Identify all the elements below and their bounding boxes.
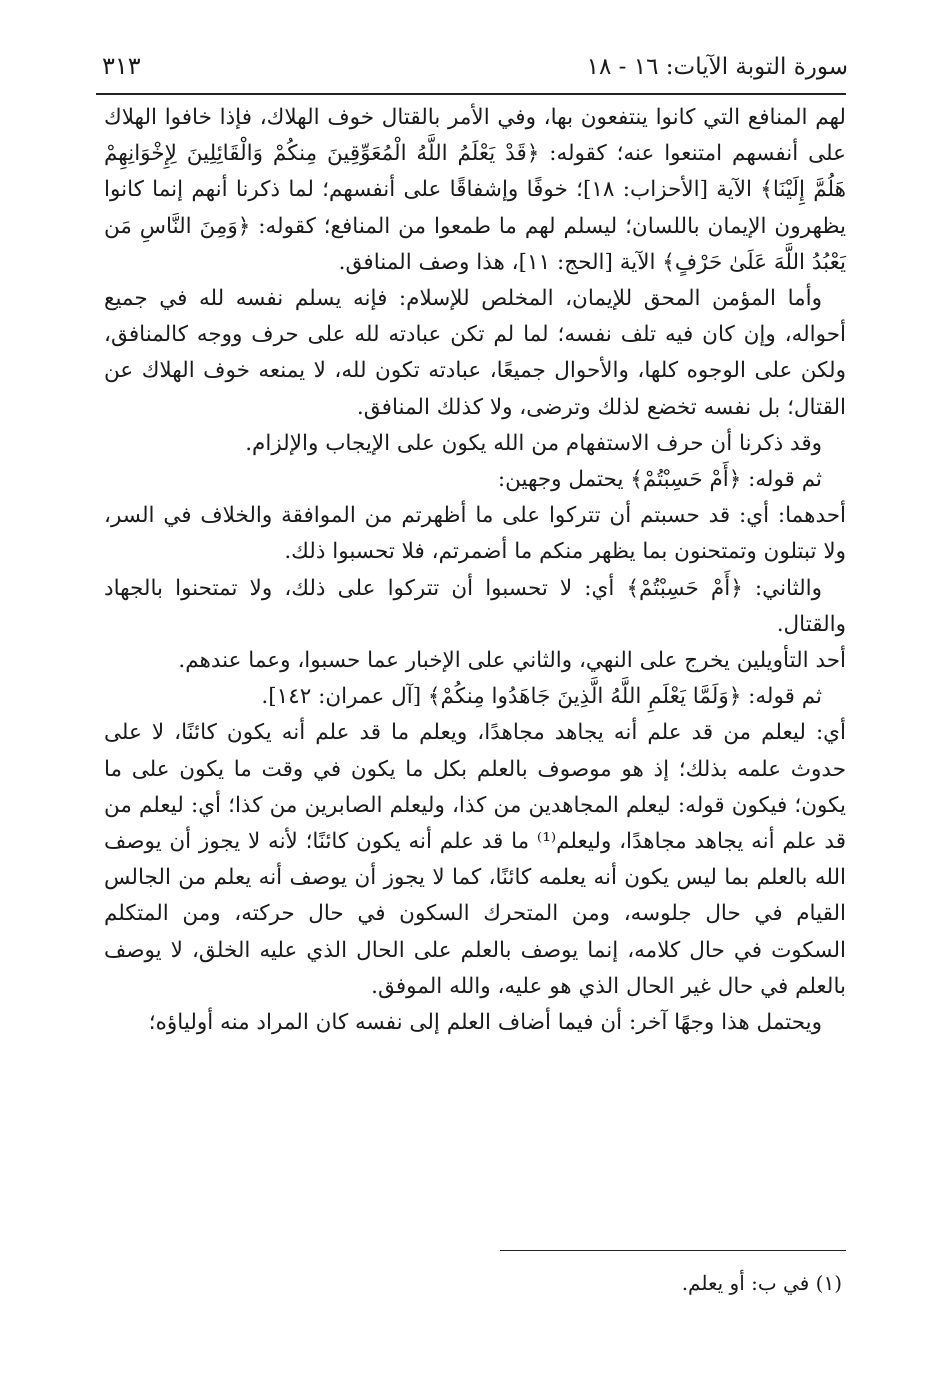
footnote-divider [500, 1250, 846, 1251]
paragraph-3: وقد ذكرنا أن حرف الاستفهام من الله يكون على الإيجاب والإلزام. [245, 430, 822, 456]
page-header [96, 44, 848, 88]
running-title: سورة التوبة الآيات: ١٦ - ١٨ [586, 54, 848, 80]
paragraph-9: أي: ليعلم من قد علم أنه يجاهد مجاهدًا، ويعلم ما قد علم أنه يكون كائنًا، لا على حدوث علمه بذلك؛ إذ هو موصوف بالعلم بكل ما يكون في وقت ما يكون على ما يكون؛ فيكون قوله: ليعلم المجاهدين من كذا، وليعلم الصابرين من كذا؛ أي: ليعلم من قد علم أنه يجاهد مجاهدًا، وليعلم⁽¹⁾ ما قد علم أنه يكون كائنًا؛ لأنه لا يجوز أن يوصف الله بالعلم بما ليس يكون أنه يعلمه كائنًا، كما لا يجوز أن يوصف أنه يعلم من الجالس القيام في حال جلوسه، ومن المتحرك السكون في حال حركته، ومن المتكلم السكوت في حال كلامه، إنما يوصف بالعلم على الحال الذي عليه الخلق، لا يوصف بالعلم في حال غير الحال الذي هو عليه، والله الموفق. [104, 720, 846, 999]
paragraph-1: لهم المنافع التي كانوا ينتفعون بها، وفي الأمر بالقتال خوف الهلاك، فإذا خافوا الهلاك على أنفسهم امتنعوا عنه؛ كقوله: ﴿قَدْ يَعْلَمُ اللَّهُ الْمُعَوِّقِينَ مِنكُمْ وَالْقَائِلِينَ لِإِخْوَانِهِمْ هَلُمَّ إِلَيْنَا﴾ الآية [الأحزاب: ١٨]؛ خوفًا وإشفاقًا على أنفسهم؛ لما ذكرنا أنهم إنما كانوا يظهرون الإيمان باللسان؛ ليسلم لهم ما طمعوا من المنافع؛ كقوله: ﴿وَمِنَ النَّاسِ مَن يَعْبُدُ اللَّهَ عَلَىٰ حَرْفٍ﴾ الآية [الحج: ١١]، هذا وصف المنافق. [104, 105, 847, 275]
page-number: ٣١٣ [102, 52, 141, 80]
paragraph-6: والثاني: ﴿أَمْ حَسِبْتُمْ﴾ أي: لا تحسبوا أن تتركوا على ذلك، ولا تمتحنوا بالجهاد والقتال. [104, 575, 846, 637]
header-divider [96, 93, 846, 95]
paragraph-5: أحدهما: أي: قد حسبتم أن تتركوا على ما أظهرتم من الموافقة والخلاف في السر، ولا تبتلون وتمتحنون بما يظهر منكم ما أضمرتم، فلا تحسبوا ذلك. [104, 503, 846, 565]
paragraph-7: أحد التأويلين يخرج على النهي، والثاني على الإخبار عما حسبوا، وعما عندهم. [178, 648, 846, 674]
main-text [104, 100, 846, 1041]
paragraph-10: ويحتمل هذا وجهًا آخر: أن فيما أضاف العلم إلى نفسه كان المراد منه أولياؤه؛ [148, 1010, 822, 1036]
paragraph-8: ثم قوله: ﴿وَلَمَّا يَعْلَمِ اللَّهُ الَّذِينَ جَاهَدُوا مِنكُمْ﴾ [آل عمران: ١٤٢]. [261, 684, 822, 710]
footnote: (١) في ب: أو يعلم. [681, 1271, 842, 1295]
paragraph-2: وأما المؤمن المحق للإيمان، المخلص للإسلام: فإنه يسلم نفسه لله في جميع أحواله، وإن كان فيه تلف نفسه؛ لما لم تكن عبادته لله على حرف ووجه كالمنافق، ولكن على الوجوه كلها، والأحوال جميعًا، عبادته تكون لله، لا يمنعه خوف الهلاك عن القتال؛ بل نفسه تخضع لذلك وترضى، ولا كذلك المنافق. [104, 286, 846, 420]
paragraph-4: ثم قوله: ﴿أَمْ حَسِبْتُمْ﴾ يحتمل وجهين: [497, 467, 822, 493]
